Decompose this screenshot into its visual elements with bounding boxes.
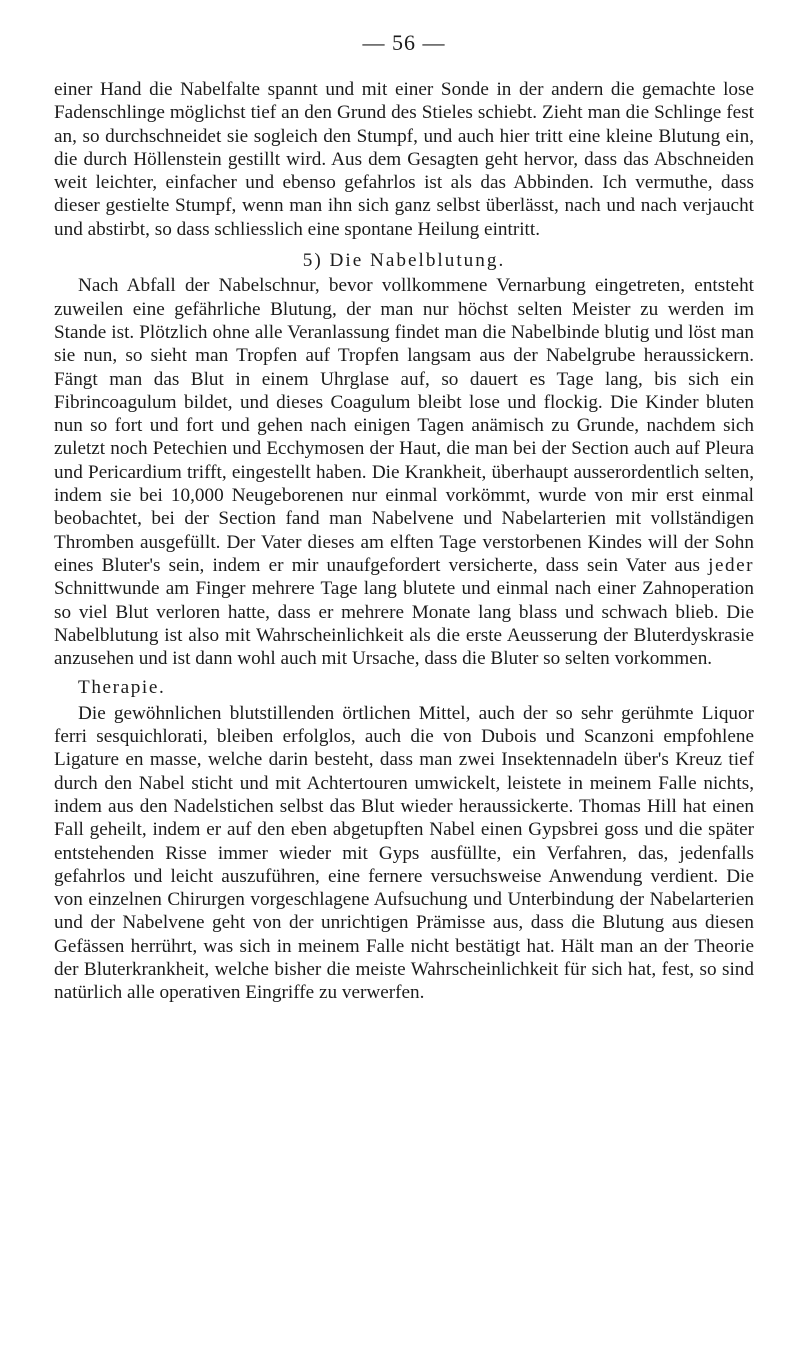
paragraph-stump-ligature: einer Hand die Nabelfalte spannt und mit einer Sonde in der andern die gemachte lose Fadenschlinge möglichst tief an den Grund des Stieles schiebt. Zieht man die Schlinge fest an, so durchschneidet sie sogleich den Stumpf, und auch hier tritt eine kleine Blutung ein, die durch Höllenstein gestillt wird. Aus dem Gesagten geht hervor, dass das Abschneiden weit leichter, einfacher und ebenso gefahrlos ist als das Abbinden. Ich vermuthe, dass dieser gestielte Stumpf, wenn man ihn sich ganz selbst überlässt, nach und nach verjaucht und abstirbt, so dass schliesslich eine spontane Heilung eintritt.: [54, 79, 754, 240]
paragraph-nabelblutung-part-1: Nach Abfall der Nabelschnur, bevor vollkommene Vernarbung eingetreten, entsteht zuweilen eine gefährliche Blutung, der man nur höchst selten Meister zu werden im Stande ist. Plötzlich ohne alle Veranlassung findet man die Nabelbinde blutig und löst man sie nun, so sieht man Tropfen auf Tropfen langsam aus der Nabelgrube heraussickern. Fängt man das Blut in einem Uhrglase auf, so dauert es Tage lang, bis sich ein Fibrincoagulum bildet, und dieses Coagulum bleibt lose und flockig. Die Kinder bluten nun so fort und fort und gehen nach einigen Tagen anämisch zu Grunde, nachdem sich zuletzt noch Petechien und Ecchymosen der Haut, die man bei der Section auch auf Pleura und Pericardium trifft, eingestellt haben. Die Krankheit, überhaupt ausserordentlich selten, indem sie bei 10,000 Neugeborenen nur einmal vorkömmt, wurde von mir erst einmal beobachtet, bei der Section fand man Nabelvene und Nabelarterien mit vollständigen Thromben ausgefüllt. Der Vater dieses am elften Tage verstorbenen Kindes will der Sohn eines Bluter's sein, indem er mir unaufgefordert versicherte, dass sein Vater aus: [54, 275, 754, 576]
paragraph-therapie: Die gewöhnlichen blutstillenden örtlichen Mittel, auch der so sehr gerühmte Liquor ferri sesquichlorati, bleiben erfolglos, auch die von Dubois und Scanzoni empfohlene Ligature en masse, welche darin besteht, dass man zwei Insektennadeln über's Kreuz tief durch den Nabel sticht und mit Achtertouren umwickelt, leistete in meinem Falle nichts, indem aus den Nadelstichen selbst das Blut wieder heraussickerte. Thomas Hill hat einen Fall geheilt, indem er auf den eben abgetupften Nabel einen Gypsbrei goss und die später entstehenden Risse immer wieder mit Gyps ausfüllte, ein Verfahren, das, jedenfalls gefahrlos und leicht auszuführen, eine fernere versuchsweise Anwendung verdient. Die von einzelnen Chirurgen vorgeschlagene Aufsuchung und Unterbindung der Nabelarterien und der Nabelvene geht von der unrichtigen Prämisse aus, dass die Blutung aus diesen Gefässen herrührt, was sich in meinem Falle nicht bestätigt hat. Hält man an der Theorie der Bluterkrankheit, welche bisher die meiste Wahrscheinlichkeit für sich hat, fest, so sind natürlich alle operativen Eingriffe zu verwerfen.: [54, 702, 754, 1004]
emphasized-word: jeder: [708, 554, 754, 576]
section-heading-therapie: Therapie.: [78, 677, 166, 699]
section-heading-nabelblutung: 5) Die Nabelblutung.: [302, 250, 506, 272]
paragraph-nabelblutung: [54, 274, 754, 670]
page-number: — 56 —: [362, 30, 446, 55]
paragraph-nabelblutung-part-2: Schnittwunde am Finger mehrere Tage lang blutete und einmal nach einer Zahnoperation so viel Blut verloren hatte, dass er mehrere Monate lang blass und schwach blieb. Die Nabelblutung ist also mit Wahrscheinlichkeit als die erste Aeusserung der Bluterdyskrasie anzusehen und ist dann wohl auch mit Ursache, dass die Bluter so selten vorkommen.: [54, 578, 754, 670]
document-page: [54, 30, 754, 1005]
